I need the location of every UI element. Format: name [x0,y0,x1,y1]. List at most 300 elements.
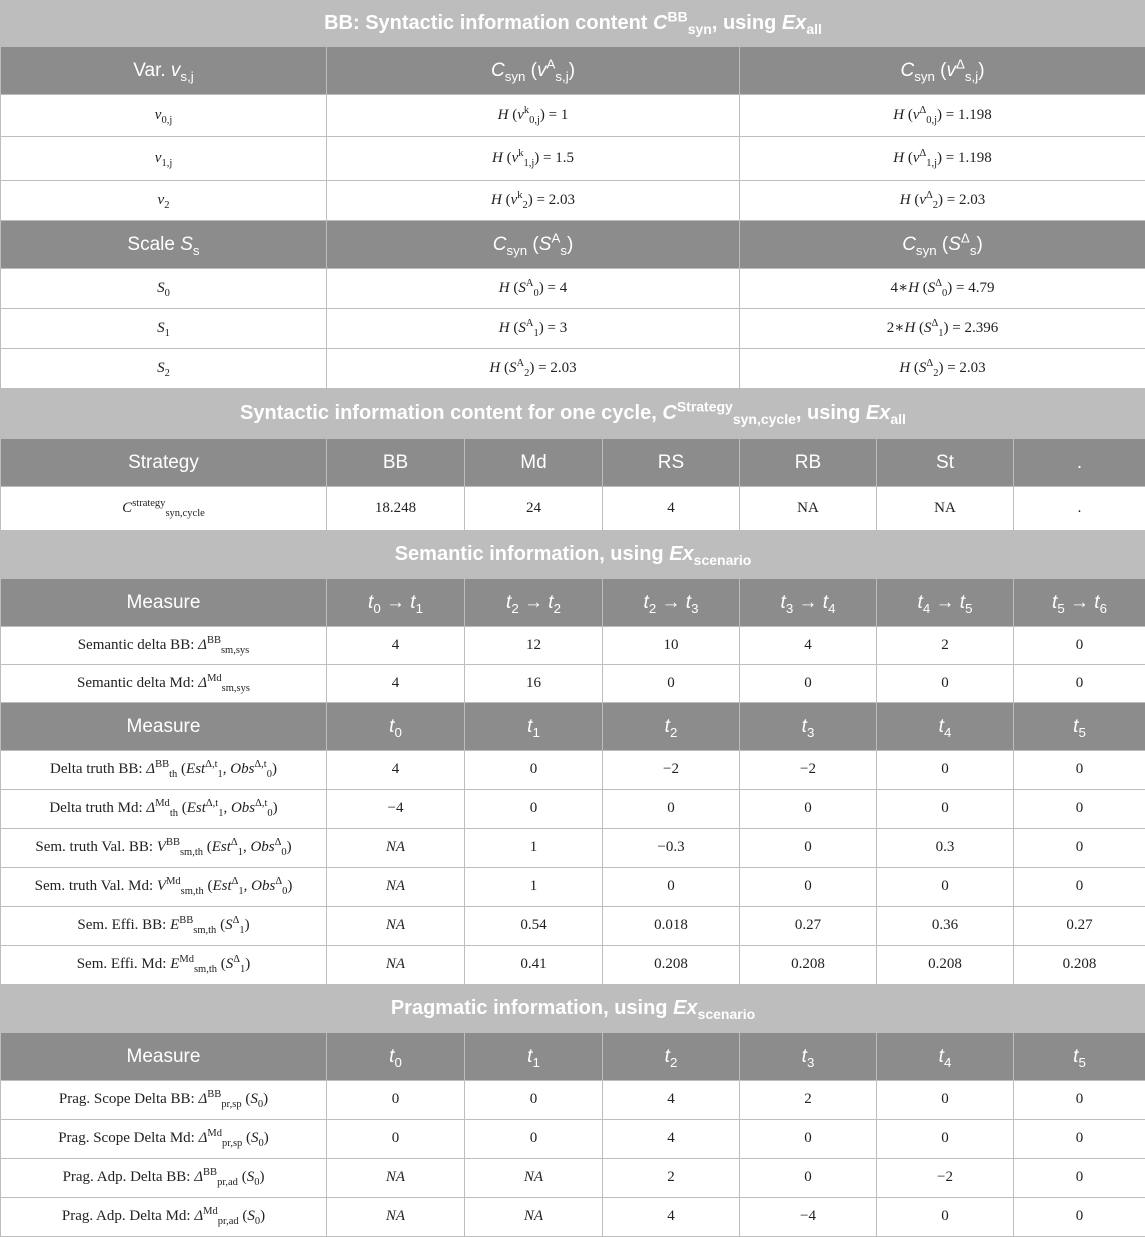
table-row [1,137,1145,181]
table-cell [877,1198,1014,1237]
math-token: t [686,592,691,613]
table-row [1,829,1145,868]
math-symbol [960,592,973,613]
math-symbol [518,280,538,296]
math-token: 0 [392,1130,400,1146]
math-symbol [389,716,402,737]
math-token: Est [212,878,231,894]
math-token: Δ [926,358,933,369]
math-token: Δ,t [255,798,267,809]
math-token: E [170,917,179,933]
math-token: v [537,60,547,81]
table-cell [877,751,1014,790]
header-cell [327,439,465,487]
math-token: Δ [233,915,240,926]
math-token: 1 [530,839,538,855]
math-symbol [548,592,561,613]
math-token: NA [524,1208,543,1224]
math-token: = 4.79 [952,280,994,296]
math-token: H [491,192,502,208]
table-cell [327,907,465,946]
math-token: → [656,592,686,613]
math-symbol [146,800,178,816]
section-title [1,531,1145,579]
header-cell [740,703,877,751]
math-token: 5 [1078,1054,1085,1069]
math-token: 0.018 [654,917,688,933]
table-row [1,487,1145,531]
math-token: 0 [941,675,949,691]
math-symbol [918,592,931,613]
table-cell [1,665,327,703]
math-token: t [823,592,828,613]
table-cell: H $(v^\Delta_{0,j}) = 1.198$ [740,95,1145,137]
math-token: H [899,360,910,376]
math-token: −2 [800,761,816,777]
math-token: 5 [1078,724,1085,739]
math-token: v [511,192,518,208]
math-token: 2 [933,200,938,211]
math-token: 6 [1100,600,1107,615]
math-token: BB [383,452,408,473]
header-cell [1,221,327,269]
math-token: 0 [804,800,812,816]
table-cell [740,1159,877,1198]
table-cell [465,627,603,665]
math-token: 0.41 [520,956,546,972]
math-token: 3 [807,1054,814,1069]
math-token: S [928,280,936,296]
math-symbol [1094,592,1107,613]
header-cell [740,439,877,487]
math-token: Δ [146,761,155,777]
table-cell [327,627,465,665]
math-token: → [930,592,960,613]
table-row [1,269,1145,309]
table-cell [877,627,1014,665]
math-symbol [506,592,519,613]
math-symbol [155,107,172,123]
math-token: BB [179,915,193,926]
section-title-text: Semantic information, using [395,543,669,565]
math-token: S [509,360,517,376]
table-cell [877,907,1014,946]
math-token: S [157,280,165,296]
table-cell [1,181,327,221]
header-cell [603,579,740,627]
table-cell [327,946,465,985]
math-token: Prag. Adp. Delta BB: [63,1169,195,1185]
math-symbol: Obs$^\Delta_0$ [250,839,286,855]
math-token: 0 [1076,839,1084,855]
math-token: −2 [937,1169,953,1185]
math-token: Prag. Adp. Delta Md: [62,1208,195,1224]
math-token: syn,cycle [165,508,204,519]
table-row [1,868,1145,907]
math-token: 0 [1076,761,1084,777]
table-cell: 2∗H $(S^\Delta_1) = 2.396$ [740,309,1145,349]
header-cell: $C_{syn}$ $(S^\Delta_s)$ [740,221,1145,269]
math-symbol [928,280,948,296]
header-cell [1,579,327,627]
header-cell [327,579,465,627]
math-token: Obs [251,878,275,894]
math-token: v [913,107,920,123]
table-cell [327,829,465,868]
math-token: Measure [127,592,201,613]
math-token: 0 [394,1054,401,1069]
table-cell [603,751,740,790]
math-token: S [518,320,526,336]
math-token: A [517,358,525,369]
math-token: BB [155,759,169,770]
table-cell [1014,790,1145,829]
table-cell [1014,751,1145,790]
math-token: 0.208 [791,956,825,972]
math-token: 0 [804,878,812,894]
math-token: s [970,242,977,257]
math-symbol [902,234,936,255]
section-title-row [1,985,1145,1033]
math-token: sm,sys [222,683,250,694]
math-token: 0 [941,761,949,777]
math-token: = 2.396 [949,320,999,336]
math-token: NA [386,878,405,894]
math-token: C [122,500,132,516]
section-title-row [1,531,1145,579]
table-cell [740,790,877,829]
table-cell [465,946,603,985]
table-cell: Sem. truth Val. BB: $V^{BB}_{sm,th}$ (Est$^\Delta_1$, Obs$^\Delta_0$) [1,829,327,868]
header-cell [603,439,740,487]
math-symbol [782,12,822,34]
math-token: 1 [532,724,539,739]
header-cell [1,703,327,751]
math-symbol [517,107,540,123]
math-token: St [936,452,954,473]
math-token: Δ,t [206,798,218,809]
table-cell [465,1081,603,1120]
table-cell [465,829,603,868]
math-token: RS [658,452,684,473]
math-symbol [518,320,538,336]
math-symbol [368,592,381,613]
math-token: t [368,592,373,613]
math-symbol [122,500,205,516]
math-token: v [517,107,524,123]
math-token: 4∗ [890,280,908,296]
math-token: 2 [164,200,169,211]
math-token: t [802,716,807,737]
table-cell [603,487,740,531]
header-cell: $C_{syn}$ $(S^A_s)$ [327,221,740,269]
table-cell [327,790,465,829]
header-cell [877,703,1014,751]
header-cell [465,703,603,751]
table-cell [1014,665,1145,703]
math-token: th [170,808,178,819]
header-cell [740,1033,877,1081]
math-token: Est [186,761,205,777]
math-symbol [781,592,794,613]
math-token: 0 [941,1130,949,1146]
table-cell [465,868,603,907]
math-token: 4 [667,1130,675,1146]
math-token: Est [212,839,231,855]
table-cell: H $(v^k_{0,j}) = 1$ [327,95,740,137]
math-token: 0 [1076,637,1084,653]
math-token: −0.3 [657,839,684,855]
math-token: H [499,320,510,336]
table-cell: Sem. truth Val. Md: $V^{Md}_{sm,th}$ (Est$^\Delta_1$, Obs$^\Delta_0$) [1,868,327,907]
math-token: , using [796,402,866,424]
math-symbol [512,150,535,166]
math-token: S [948,234,961,255]
math-token: A [547,56,556,71]
table-cell [603,829,740,868]
math-symbol [198,637,249,653]
math-symbol [644,592,657,613]
table-cell: Delta truth Md: $\Delta^{Md}_{th}$ (Est$^{\Delta,t}_1$, Obs$^{\Delta,t}_0$) [1,790,327,829]
math-symbol [180,234,199,255]
math-token: 2 [670,724,677,739]
math-token: NA [386,956,405,972]
math-token: v [947,60,957,81]
math-token: 0 [1076,1169,1084,1185]
math-token: 0 [804,1130,812,1146]
math-token: H [499,280,510,296]
table-cell [1014,627,1145,665]
math-token: H [489,360,500,376]
math-token: t [1094,592,1099,613]
math-token: S [226,956,234,972]
table-row [1,946,1145,985]
math-token: → [1065,592,1095,613]
math-token: Md [179,954,194,965]
column-header-row [1,47,1145,95]
math-token: A [551,230,560,245]
math-symbol [389,1046,402,1067]
math-token: Δ [935,278,942,289]
math-token: E [170,956,179,972]
math-token: Δ [233,954,240,965]
math-token: = 1.198 [942,150,992,166]
table-cell [327,1159,465,1198]
math-token: = 2.03 [533,192,575,208]
math-token: 0 [392,1091,400,1107]
math-token: → [519,592,549,613]
math-token: Ex [866,402,890,424]
table-cell: H $(S^A_2) = 2.03$ [327,349,740,389]
math-token: −4 [388,800,404,816]
math-symbol: $S_0$ [247,1169,260,1185]
section-title [1,1,1145,47]
math-symbol: Obs$^{\Delta,t}_0$ [230,761,272,777]
math-token: 10 [664,637,679,653]
math-token: = 1.5 [539,150,574,166]
math-token: t [410,592,415,613]
math-token: 0,j [926,115,937,126]
math-token: 4 [828,600,835,615]
math-token: Δ [194,1169,203,1185]
math-token: Strategy [128,452,199,473]
math-token: BB [203,1167,217,1178]
math-token: S [247,1169,255,1185]
math-token: 0 [941,1208,949,1224]
math-token: s,j [180,68,193,83]
table-cell [603,665,740,703]
table-cell [740,751,877,790]
table-cell [465,1120,603,1159]
math-symbol [948,234,976,255]
table-cell [740,946,877,985]
math-token: k [518,148,523,159]
math-token: 1,j [161,158,172,169]
math-symbol [924,320,944,336]
math-symbol [913,150,937,166]
math-token: Δ [919,148,926,159]
math-token: 5 [1057,600,1064,615]
math-token: Δ [231,837,238,848]
math-symbol: $S_0$ [250,1091,263,1107]
table-row [1,181,1145,221]
math-token: 0 [1076,878,1084,894]
math-token: 2 [523,200,528,211]
column-header-row [1,703,1145,751]
math-symbol: $S^\Delta_1$ [226,956,246,972]
math-token: 0 [1076,1130,1084,1146]
math-token: 1 [530,878,538,894]
table-cell [465,751,603,790]
math-token: 0 [1076,1208,1084,1224]
math-token: 0.36 [932,917,958,933]
table-row [1,1159,1145,1198]
math-token: pr,ad [217,1177,238,1188]
math-token: BB [667,8,687,24]
math-token: , using [712,12,782,34]
table-cell [1,269,327,309]
math-token: 0,j [161,115,172,126]
table-cell [1014,907,1145,946]
math-token: Obs [231,800,255,816]
math-symbol [155,150,172,166]
math-token: . [1078,500,1082,516]
math-token: 4 [944,724,951,739]
math-token: NA [386,839,405,855]
math-token: 0,j [529,115,540,126]
header-cell [465,439,603,487]
math-token: 0.208 [1063,956,1097,972]
math-token: Obs [230,761,254,777]
header-cell [327,1033,465,1081]
math-symbol [198,675,250,691]
math-token: 2 [933,368,938,379]
header-cell [327,703,465,751]
section-title-text: BB: Syntactic information content [324,12,647,34]
math-token: H [908,280,919,296]
math-token: 0 [941,800,949,816]
table-cell [465,487,603,531]
math-symbol: $S^\Delta_1$ [225,917,245,933]
math-token: scenario [698,1006,756,1022]
table-cell: H $(v^\Delta_{1,j}) = 1.198$ [740,137,1145,181]
math-token: syn,cycle [733,411,796,427]
table-cell [327,665,465,703]
math-symbol: Est$^{\Delta,t}_1$ [187,800,224,816]
math-token: sm,th [194,964,217,975]
math-token: t [389,716,394,737]
column-header-row [1,439,1145,487]
math-token: 3 [691,600,698,615]
table-cell: Prag. Scope Delta BB: $\Delta^{BB}_{pr,sp}$ $(S_0)$ [1,1081,327,1120]
math-symbol [823,592,836,613]
math-token: 2 [511,600,518,615]
header-cell: $C_{syn}$ $(v^A_{s,j})$ [327,47,740,95]
table-cell [1,137,327,181]
table-cell [877,665,1014,703]
table-cell [1,487,327,531]
math-token: Sem. Effi. BB: [77,917,170,933]
math-token: H [893,150,904,166]
math-token: 4 [667,1091,675,1107]
math-token: Measure [127,1046,201,1067]
math-symbol [537,60,569,81]
math-token: 0.208 [928,956,962,972]
header-cell [1,439,327,487]
math-token: t [1073,716,1078,737]
math-token: Δ [146,800,155,816]
math-token: t [548,592,553,613]
math-token: 0 [533,288,538,299]
math-symbol [802,1046,815,1067]
math-token: 2∗ [887,320,905,336]
math-symbol [157,280,170,296]
header-cell [1,47,327,95]
math-token: H [904,320,915,336]
math-token: scenario [694,552,752,568]
math-token: S [924,320,932,336]
math-token: S [251,1130,259,1146]
math-symbol [157,320,170,336]
math-token: 0 [530,761,538,777]
math-token: 0 [667,800,675,816]
table-cell: Prag. Scope Delta Md: $\Delta^{Md}_{pr,sp}$ $(S_0)$ [1,1120,327,1159]
math-token: Est [187,800,206,816]
table-cell [327,868,465,907]
math-token: 18.248 [375,500,416,516]
math-token: Δ [275,837,282,848]
math-token: pr,sp [221,1099,241,1110]
math-token: Measure [127,716,201,737]
math-symbol [669,543,751,565]
math-symbol [802,716,815,737]
table-cell [465,665,603,703]
math-token: S [157,320,165,336]
math-token: Ex [782,12,806,34]
table-cell [465,907,603,946]
math-token: 0.27 [1066,917,1092,933]
math-symbol: Est$^\Delta_1$ [212,878,243,894]
header-cell [603,1033,740,1081]
math-token: 5 [965,600,972,615]
math-token: all [806,21,822,37]
table-cell: 4∗H $(S^\Delta_0) = 4.79$ [740,269,1145,309]
math-token: s [560,242,567,257]
math-token: C [662,402,676,424]
math-symbol [673,997,755,1019]
math-token: 3 [786,600,793,615]
math-token: = 1.198 [942,107,992,123]
